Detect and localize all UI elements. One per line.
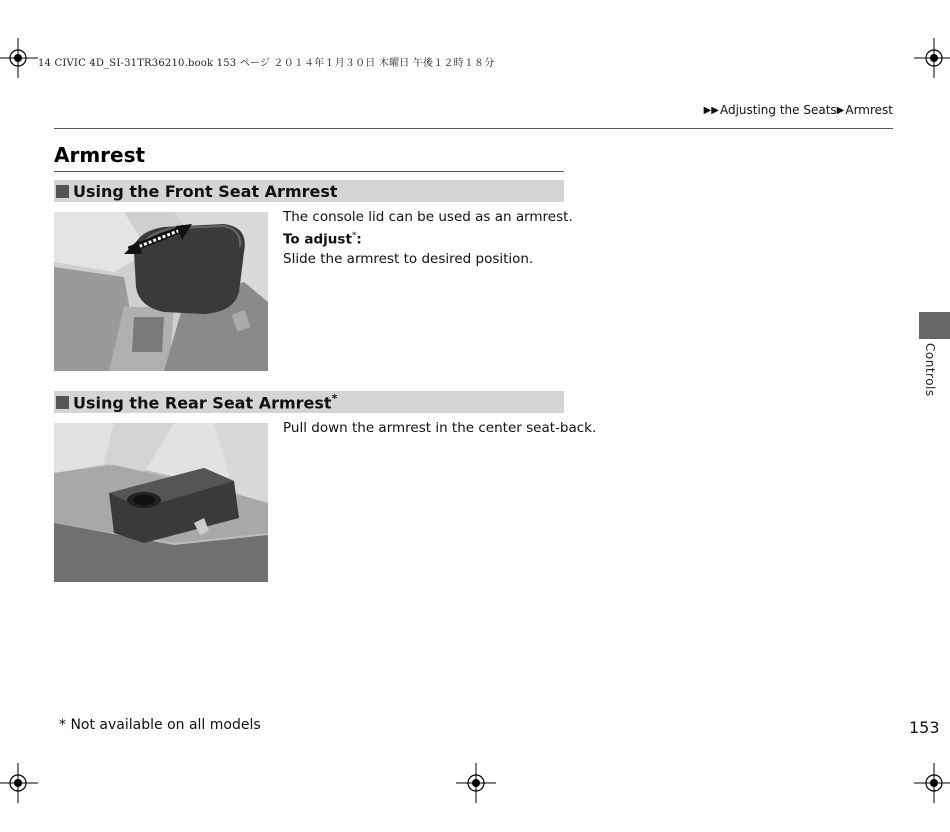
breadcrumb-arrow-icon: ▶▶ — [703, 104, 719, 116]
section-square-icon — [56, 185, 69, 198]
to-adjust-label — [283, 227, 573, 250]
front-armrest-text — [283, 208, 573, 269]
header-divider — [54, 128, 893, 129]
footnote-marker: * — [351, 231, 357, 241]
breadcrumb-item-armrest[interactable]: Armrest — [845, 103, 893, 117]
footnote: * Not available on all models — [59, 717, 261, 733]
rear-heading-text: Using the Rear Seat Armrest — [73, 393, 332, 413]
front-armrest-line-3: Slide the armrest to desired position. — [283, 250, 534, 267]
side-tab-marker[interactable] — [919, 312, 950, 339]
title-divider — [54, 171, 564, 172]
registration-mark-icon — [0, 38, 38, 78]
printer-info-line: 14 CIVIC 4D_SI-31TR36210.book 153 ページ ２０１４年１月３０日 木曜日 午後１２時１８分 — [38, 58, 495, 69]
registration-mark-icon — [914, 38, 950, 78]
front-armrest-illustration — [54, 212, 268, 371]
page-title: Armrest — [54, 143, 146, 167]
to-adjust-colon: : — [356, 231, 362, 248]
section-heading-text: Using the Front Seat Armrest — [73, 181, 338, 201]
front-armrest-line-1: The console lid can be used as an armrest. — [283, 209, 573, 225]
registration-mark-icon — [0, 763, 38, 803]
registration-mark-icon — [914, 763, 950, 803]
breadcrumb-item-adjusting-seats[interactable]: Adjusting the Seats — [719, 103, 837, 117]
section-heading-text — [73, 392, 337, 412]
section-heading-rear-armrest — [54, 391, 564, 413]
breadcrumb — [704, 103, 893, 117]
section-heading-front-armrest — [54, 180, 564, 202]
side-tab-label: Controls — [923, 343, 937, 397]
rear-armrest-text — [283, 419, 596, 438]
breadcrumb-arrow-icon: ▶ — [836, 104, 845, 116]
page-number: 153 — [909, 718, 940, 737]
rear-armrest-line-1: Pull down the armrest in the center seat-back. — [283, 420, 597, 436]
footnote-marker: * — [331, 391, 338, 405]
registration-mark-icon — [456, 763, 496, 803]
rear-armrest-illustration — [54, 423, 268, 582]
to-adjust-text: To adjust — [283, 231, 352, 248]
section-square-icon — [56, 396, 69, 409]
